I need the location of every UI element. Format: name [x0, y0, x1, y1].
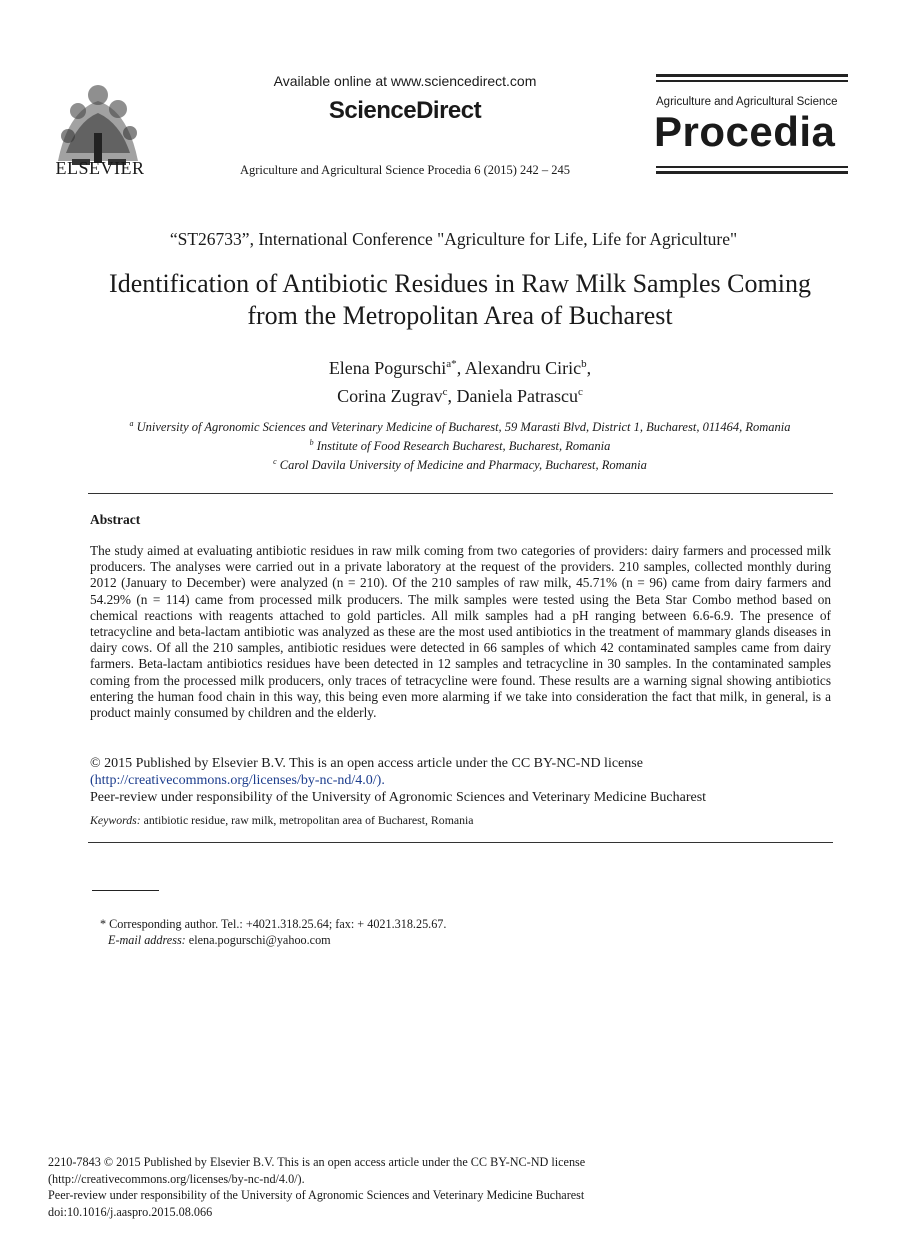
license-text: © 2015 Published by Elsevier B.V. This is an open access article under the CC BY-NC-ND license: [90, 756, 643, 771]
procedia-top-rule: [656, 74, 848, 77]
journal-title: Procedia: [654, 108, 836, 155]
abstract-text: The study aimed at evaluating antibiotic residues in raw milk coming from two categories of providers: dairy farmers and processed milk producers. The analyses were carried out in a private laboratory at the request of the providers. 210 samples, collected monthly during 2012 (January to December) were analyzed (n = 210). Of the 210 samples of raw milk, 45.71% (n = 96) came from dairy farmers and 54.29% (n = 114) came from processed milk producers. The milk samples were tested using the Beta Star Combo method based on chemical reactions with reagents attached to gold particles. All milk samples had a pH ranging between 6.6-6.9. The presence of tetracycline and beta-lactam antibiotic was analyzed as these are the most used antibiotics in the treatment of mammary glands diseases in dairy cows. Of all the 210 samples, antibiotic residues were detected in 66 samples of which 42 contaminated samples came from dairy farmers. Beta-lactam antibiotics residues have been detected in 12 samples and tetracycline in 30 samples. In the contaminated samples coming from the processed milk producers, only traces of tetracycline were found. These results are a warning signal showing antibiotics entering the human food chain in this way, this being even more alarming if we take into consideration the fact that milk, in general, is a product mainly consumed by children and the elderly.: [90, 543, 831, 721]
issn-line: 2210-7843 © 2015 Published by Elsevier B.V. This is an open access article under the CC BY-NC-ND license: [48, 1155, 586, 1169]
title-line: Identification of Antibiotic Residues in Raw Milk Samples Coming: [109, 269, 811, 298]
author-name: Daniela Patrascu: [456, 386, 578, 406]
footnote-rule: [92, 890, 159, 891]
email-address[interactable]: elena.pogurschi@yahoo.com: [188, 933, 331, 947]
procedia-top-rule-thin: [656, 80, 848, 82]
divider: [88, 842, 833, 843]
keywords: [90, 813, 474, 828]
author-affil-mark: c: [577, 386, 583, 398]
sciencedirect-logo: ScienceDirect: [328, 97, 482, 124]
conference-name: “ST26733”, International Conference "Agriculture for Life, Life for Agriculture": [169, 229, 738, 249]
author-affil-mark: b: [581, 358, 587, 370]
affiliation: $^c$ Carol Davila University of Medicine and Pharmacy, Bucharest, Romania: [273, 457, 647, 472]
affiliation: $^b$ Institute of Food Research Bucharest, Bucharest, Romania: [309, 438, 611, 453]
keywords-label: Keywords:: [90, 813, 141, 827]
corresponding-author: * Corresponding author. Tel.: +4021.318.25.64; fax: + 4021.318.25.67.: [100, 917, 447, 931]
affiliation: $^a$ University of Agronomic Sciences and Veterinary Medicine of Bucharest, 59 Marasti Blvd, District 1, Bucharest, 011464, Romania: [129, 419, 791, 434]
available-online[interactable]: Available online at www.sciencedirect.com: [273, 73, 537, 89]
footnote: [100, 916, 446, 948]
peer-review-note: Peer-review under responsibility of the University of Agronomic Sciences and Veterinary Medicine Bucharest: [90, 790, 707, 805]
paper-title: [60, 268, 860, 332]
journal-subtitle: Agriculture and Agricultural Science: [656, 96, 838, 108]
page-footer: [48, 1154, 585, 1220]
license-block: [90, 755, 831, 806]
doi[interactable]: doi:10.1016/j.aaspro.2015.08.066: [48, 1204, 213, 1219]
author-name: Corina Zugrav: [337, 386, 443, 406]
footer-license-link[interactable]: (http://creativecommons.org/licenses/by-nc-nd/4.0/).: [48, 1171, 305, 1186]
license-link[interactable]: (http://creativecommons.org/licenses/by-nc-nd/4.0/).: [90, 773, 385, 788]
abstract-heading: Abstract: [90, 512, 141, 527]
footer-peer-review: Peer-review under responsibility of the University of Agronomic Sciences and Veterinary Medicine Bucharest: [48, 1188, 585, 1202]
divider: [88, 493, 833, 494]
procedia-bottom-rule: [656, 171, 848, 174]
author-affil-mark: a*: [446, 358, 457, 370]
author-name: Elena Pogurschi: [328, 358, 447, 378]
affiliations: [0, 416, 907, 473]
keywords-text: antibiotic residue, raw milk, metropolitan area of Bucharest, Romania: [143, 813, 474, 827]
publisher-wordmark: ELSEVIER: [55, 158, 145, 178]
journal-citation: Agriculture and Agricultural Science Procedia 6 (2015) 242 – 245: [239, 163, 571, 177]
email-label: E-mail address:: [108, 933, 186, 947]
author-affil-mark: c: [442, 386, 448, 398]
author-name: Alexandru Ciric: [464, 358, 582, 378]
author-list: Elena Pogurschi$^{a*}$, Alexandru Ciric$^b$, Corina Zugrav$^c$, Daniela Patrascu$^c$: [328, 358, 592, 406]
title-line: from the Metropolitan Area of Bucharest: [247, 301, 673, 330]
procedia-bottom-rule-thin: [656, 166, 848, 168]
